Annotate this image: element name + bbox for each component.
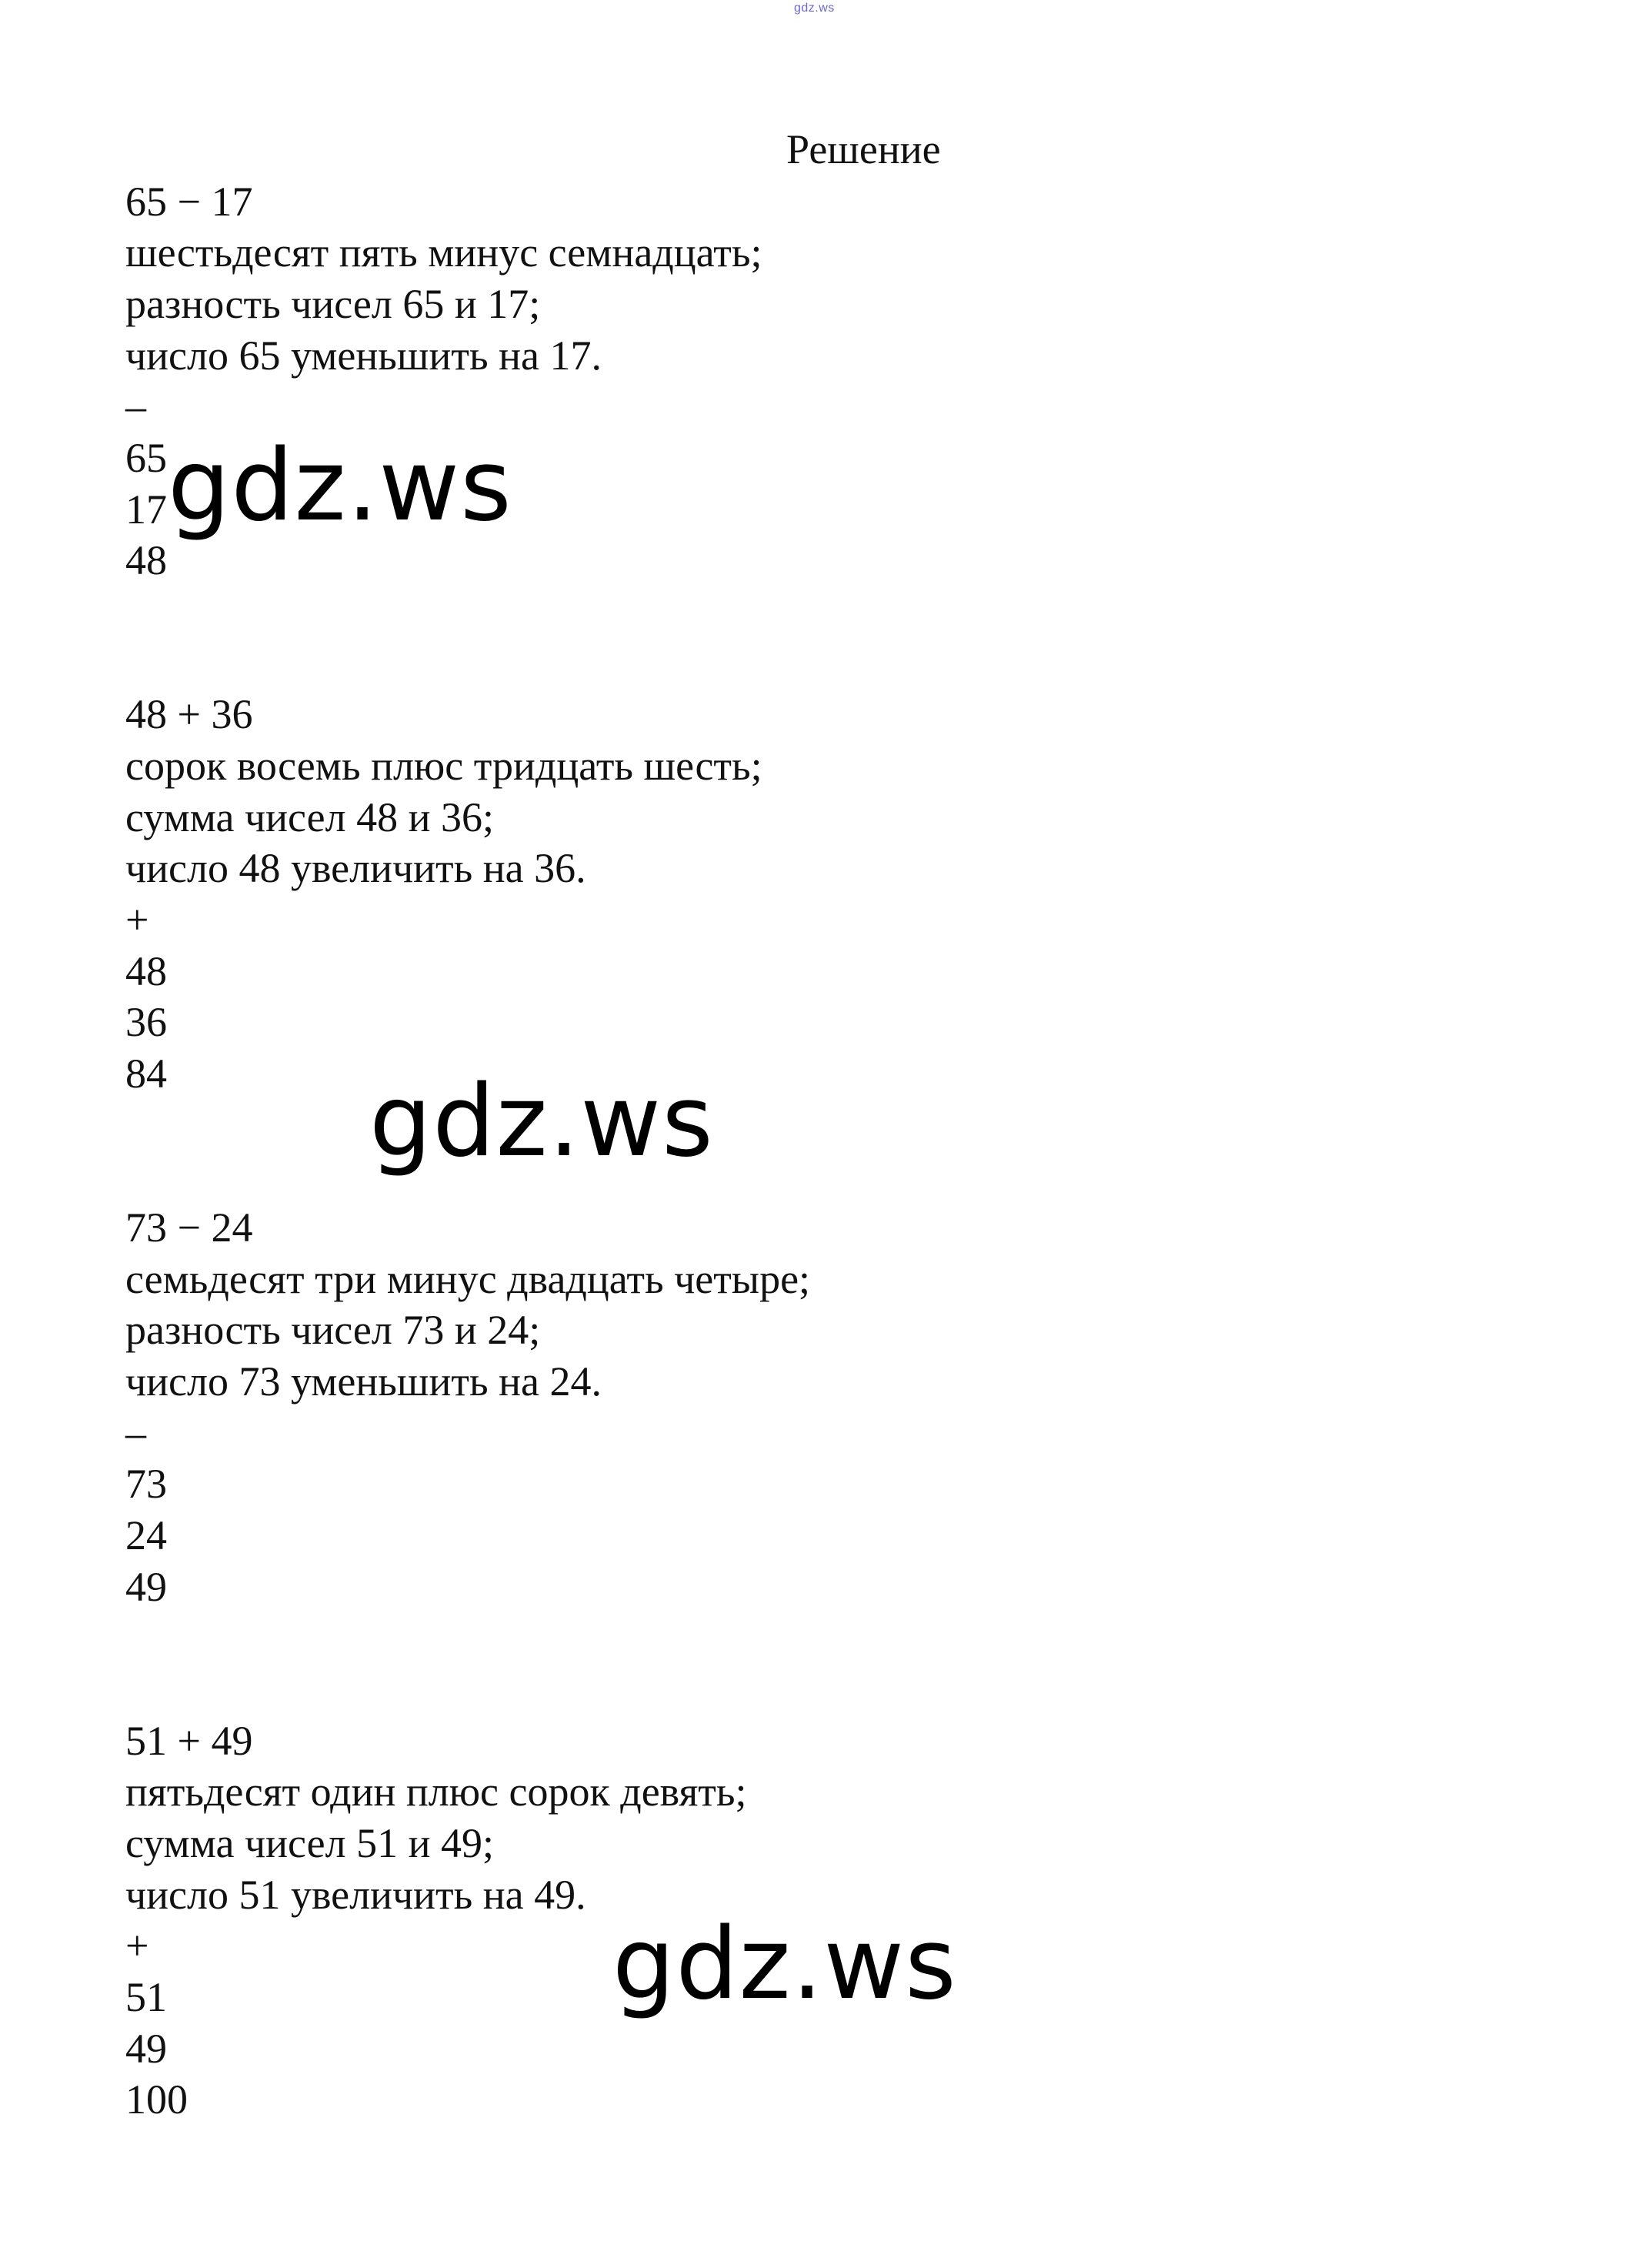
block-4-result: 100 <box>125 2076 188 2123</box>
block-2-result: 84 <box>125 1050 167 1097</box>
block-3-term: разность чисел 73 и 24; <box>125 1307 541 1353</box>
block-3-operator: – <box>125 1410 146 1456</box>
block-1-expression: 65 − 17 <box>125 179 253 225</box>
block-4-operator: + <box>125 1922 149 1969</box>
block-4-operand-2: 49 <box>125 2026 167 2072</box>
block-3-statement: число 73 уменьшить на 24. <box>125 1358 602 1405</box>
block-4-expression: 51 + 49 <box>125 1718 253 1764</box>
watermark-logo-3: gdz.ws <box>612 1907 957 2022</box>
block-4-reading: пятьдесят один плюс сорок девять; <box>125 1769 747 1815</box>
block-1-reading: шестьдесят пять минус семнадцать; <box>125 229 762 276</box>
block-2-term: сумма чисел 48 и 36; <box>125 794 494 840</box>
block-1-operand-1: 65 <box>125 435 167 481</box>
block-2-operand-1: 48 <box>125 948 167 994</box>
block-3-result: 49 <box>125 1564 167 1610</box>
block-4-operand-1: 51 <box>125 1974 167 2020</box>
watermark-logo-1: gdz.ws <box>168 429 512 543</box>
block-2-reading: сорок восемь плюс тридцать шесть; <box>125 743 762 789</box>
block-2-operator: + <box>125 897 149 943</box>
watermark-logo-2: gdz.ws <box>369 1064 714 1179</box>
block-4-statement: число 51 увеличить на 49. <box>125 1872 586 1918</box>
block-3-reading: семьдесят три минус двадцать четыре; <box>125 1256 811 1302</box>
block-2-operand-2: 36 <box>125 999 167 1045</box>
block-2-expression: 48 + 36 <box>125 691 253 737</box>
block-1-operand-2: 17 <box>125 486 167 533</box>
block-1-operator: – <box>125 383 146 429</box>
block-3-operand-2: 24 <box>125 1512 167 1558</box>
block-1-term: разность чисел 65 и 17; <box>125 281 541 327</box>
block-3-expression: 73 − 24 <box>125 1204 253 1251</box>
block-1-statement: число 65 уменьшить на 17. <box>125 332 602 379</box>
block-4-term: сумма чисел 51 и 49; <box>125 1820 494 1866</box>
header-watermark: gdz.ws <box>794 2 835 15</box>
block-3-operand-1: 73 <box>125 1461 167 1507</box>
block-1-result: 48 <box>125 537 167 583</box>
page-title: Решение <box>786 126 941 172</box>
block-2-statement: число 48 увеличить на 36. <box>125 845 586 891</box>
